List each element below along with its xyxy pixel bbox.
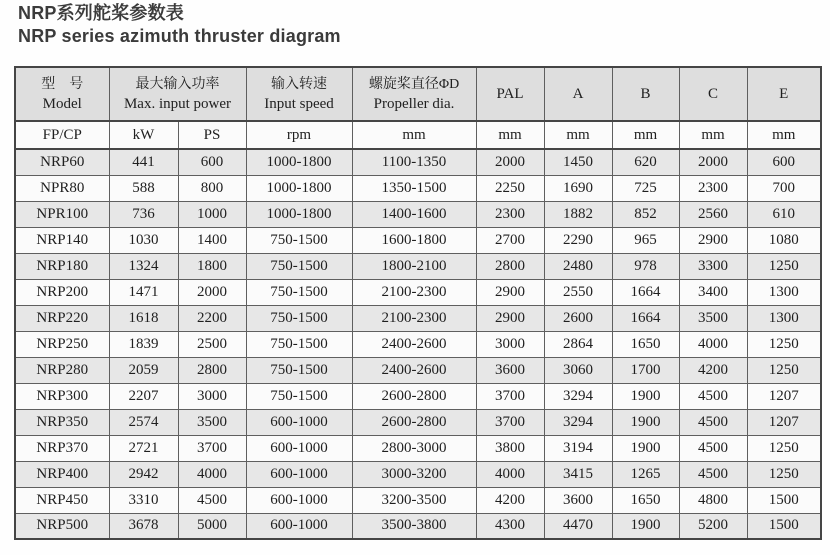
value-cell: 750-1500 <box>246 357 352 383</box>
header-input-speed-zh: 输入转速 <box>271 76 328 92</box>
value-cell: 3000-3200 <box>352 461 476 487</box>
value-cell: 4200 <box>679 357 747 383</box>
value-cell: 1000-1800 <box>246 175 352 201</box>
model-cell: NRP450 <box>15 487 109 513</box>
value-cell: 1900 <box>612 435 679 461</box>
table-row <box>15 149 821 175</box>
value-cell: 3310 <box>109 487 178 513</box>
value-cell: 3294 <box>544 383 612 409</box>
value-cell: 2574 <box>109 409 178 435</box>
value-cell: 3600 <box>476 357 544 383</box>
value-cell: 1030 <box>109 227 178 253</box>
value-cell: 3800 <box>476 435 544 461</box>
value-cell: 1500 <box>747 513 821 539</box>
table-header <box>15 67 821 149</box>
table-row <box>15 201 821 227</box>
value-cell: 3700 <box>476 409 544 435</box>
value-cell: 4000 <box>476 461 544 487</box>
value-cell: 750-1500 <box>246 305 352 331</box>
value-cell: 2550 <box>544 279 612 305</box>
value-cell: 4500 <box>679 435 747 461</box>
value-cell: 1250 <box>747 435 821 461</box>
value-cell: 4200 <box>476 487 544 513</box>
value-cell: 2500 <box>178 331 246 357</box>
value-cell: 4500 <box>679 461 747 487</box>
value-cell: 1207 <box>747 409 821 435</box>
table-row <box>15 279 821 305</box>
model-cell: NRP350 <box>15 409 109 435</box>
value-cell: 2300 <box>476 201 544 227</box>
value-cell: 725 <box>612 175 679 201</box>
header-c <box>679 67 747 121</box>
model-cell: NPR80 <box>15 175 109 201</box>
value-cell: 3000 <box>476 331 544 357</box>
value-cell: 600-1000 <box>246 513 352 539</box>
value-cell: 3000 <box>178 383 246 409</box>
header-propeller-dia-zh: 螺旋桨直径ΦD <box>368 76 460 92</box>
value-cell: 4500 <box>178 487 246 513</box>
value-cell: 2700 <box>476 227 544 253</box>
value-cell: 978 <box>612 253 679 279</box>
value-cell: 1000-1800 <box>246 149 352 175</box>
header-input-speed <box>246 67 352 121</box>
value-cell: 1000-1800 <box>246 201 352 227</box>
unit-mm: mm <box>352 121 476 149</box>
value-cell: 2250 <box>476 175 544 201</box>
value-cell: 1000 <box>178 201 246 227</box>
value-cell: 750-1500 <box>246 279 352 305</box>
value-cell: 588 <box>109 175 178 201</box>
value-cell: 1900 <box>612 409 679 435</box>
value-cell: 3200-3500 <box>352 487 476 513</box>
header-row <box>15 67 821 121</box>
value-cell: 441 <box>109 149 178 175</box>
header-b-label: B <box>640 85 651 102</box>
value-cell: 1250 <box>747 357 821 383</box>
table-row <box>15 487 821 513</box>
value-cell: 2480 <box>544 253 612 279</box>
value-cell: 2942 <box>109 461 178 487</box>
value-cell: 750-1500 <box>246 227 352 253</box>
header-propeller-dia <box>352 67 476 121</box>
table-row <box>15 175 821 201</box>
header-c-label: C <box>708 85 719 102</box>
value-cell: 1600-1800 <box>352 227 476 253</box>
value-cell: 3500-3800 <box>352 513 476 539</box>
value-cell: 3678 <box>109 513 178 539</box>
value-cell: 2721 <box>109 435 178 461</box>
header-model-en: Model <box>42 95 82 112</box>
unit-mm: mm <box>612 121 679 149</box>
table-row <box>15 383 821 409</box>
model-cell: NRP220 <box>15 305 109 331</box>
value-cell: 2800-3000 <box>352 435 476 461</box>
header-e <box>747 67 821 121</box>
value-cell: 3700 <box>178 435 246 461</box>
unit-ps: PS <box>178 121 246 149</box>
value-cell: 600 <box>178 149 246 175</box>
table-row <box>15 409 821 435</box>
value-cell: 2000 <box>178 279 246 305</box>
value-cell: 2207 <box>109 383 178 409</box>
table-row <box>15 227 821 253</box>
value-cell: 1300 <box>747 279 821 305</box>
value-cell: 1650 <box>612 487 679 513</box>
value-cell: 2100-2300 <box>352 305 476 331</box>
value-cell: 750-1500 <box>246 383 352 409</box>
value-cell: 750-1500 <box>246 331 352 357</box>
model-cell: NRP250 <box>15 331 109 357</box>
value-cell: 4000 <box>679 331 747 357</box>
value-cell: 1100-1350 <box>352 149 476 175</box>
value-cell: 600-1000 <box>246 487 352 513</box>
table-row <box>15 461 821 487</box>
value-cell: 600-1000 <box>246 435 352 461</box>
value-cell: 600-1000 <box>246 461 352 487</box>
value-cell: 1400 <box>178 227 246 253</box>
value-cell: 4470 <box>544 513 612 539</box>
unit-mm: mm <box>476 121 544 149</box>
unit-kw: kW <box>109 121 178 149</box>
model-cell: NRP370 <box>15 435 109 461</box>
table-row <box>15 357 821 383</box>
value-cell: 852 <box>612 201 679 227</box>
value-cell: 1250 <box>747 331 821 357</box>
table-row <box>15 331 821 357</box>
header-e-label: E <box>779 85 789 102</box>
value-cell: 2059 <box>109 357 178 383</box>
table-row <box>15 253 821 279</box>
unit-rpm: rpm <box>246 121 352 149</box>
value-cell: 1450 <box>544 149 612 175</box>
value-cell: 800 <box>178 175 246 201</box>
value-cell: 4500 <box>679 409 747 435</box>
value-cell: 2864 <box>544 331 612 357</box>
value-cell: 2200 <box>178 305 246 331</box>
value-cell: 736 <box>109 201 178 227</box>
value-cell: 700 <box>747 175 821 201</box>
value-cell: 5200 <box>679 513 747 539</box>
value-cell: 4500 <box>679 383 747 409</box>
title-block <box>18 2 341 48</box>
header-max-input-power <box>109 67 246 121</box>
value-cell: 4300 <box>476 513 544 539</box>
header-max-input-power-en: Max. input power <box>123 95 232 112</box>
model-cell: NRP400 <box>15 461 109 487</box>
value-cell: 3500 <box>679 305 747 331</box>
value-cell: 2400-2600 <box>352 357 476 383</box>
value-cell: 3400 <box>679 279 747 305</box>
model-cell: NRP200 <box>15 279 109 305</box>
value-cell: 1207 <box>747 383 821 409</box>
value-cell: 1900 <box>612 383 679 409</box>
unit-mm: mm <box>747 121 821 149</box>
value-cell: 2300 <box>679 175 747 201</box>
table-row <box>15 435 821 461</box>
value-cell: 1800 <box>178 253 246 279</box>
value-cell: 1882 <box>544 201 612 227</box>
value-cell: 610 <box>747 201 821 227</box>
unit-model-type: FP/CP <box>15 121 109 149</box>
thruster-parameter-table <box>14 66 822 540</box>
model-cell: NPR100 <box>15 201 109 227</box>
model-cell: NRP180 <box>15 253 109 279</box>
unit-mm: mm <box>544 121 612 149</box>
header-pal <box>476 67 544 121</box>
value-cell: 2100-2300 <box>352 279 476 305</box>
value-cell: 2400-2600 <box>352 331 476 357</box>
value-cell: 2600 <box>544 305 612 331</box>
header-pal-label: PAL <box>496 85 524 102</box>
header-input-speed-en: Input speed <box>264 95 334 112</box>
value-cell: 1400-1600 <box>352 201 476 227</box>
value-cell: 2290 <box>544 227 612 253</box>
value-cell: 620 <box>612 149 679 175</box>
value-cell: 1500 <box>747 487 821 513</box>
value-cell: 3194 <box>544 435 612 461</box>
model-cell: NRP140 <box>15 227 109 253</box>
value-cell: 3500 <box>178 409 246 435</box>
value-cell: 2900 <box>476 305 544 331</box>
value-cell: 1690 <box>544 175 612 201</box>
value-cell: 1300 <box>747 305 821 331</box>
value-cell: 2000 <box>476 149 544 175</box>
value-cell: 2000 <box>679 149 747 175</box>
page-title-zh: NRP系列舵桨参数表 <box>18 3 185 23</box>
value-cell: 3300 <box>679 253 747 279</box>
unit-mm: mm <box>679 121 747 149</box>
header-propeller-dia-en: Propeller dia. <box>373 95 455 112</box>
value-cell: 1839 <box>109 331 178 357</box>
table-row <box>15 513 821 539</box>
value-cell: 1250 <box>747 461 821 487</box>
value-cell: 2900 <box>476 279 544 305</box>
value-cell: 2800 <box>476 253 544 279</box>
value-cell: 3415 <box>544 461 612 487</box>
model-cell: NRP300 <box>15 383 109 409</box>
header-model-zh: 型 号 <box>41 76 84 92</box>
page-title-en: NRP series azimuth thruster diagram <box>18 26 341 46</box>
model-cell: NRP500 <box>15 513 109 539</box>
table-row <box>15 305 821 331</box>
value-cell: 965 <box>612 227 679 253</box>
value-cell: 2600-2800 <box>352 383 476 409</box>
value-cell: 1700 <box>612 357 679 383</box>
header-a <box>544 67 612 121</box>
units-row <box>15 121 821 149</box>
header-max-input-power-zh: 最大输入功率 <box>135 76 220 92</box>
value-cell: 1664 <box>612 279 679 305</box>
value-cell: 2560 <box>679 201 747 227</box>
model-cell: NRP280 <box>15 357 109 383</box>
value-cell: 2900 <box>679 227 747 253</box>
value-cell: 1664 <box>612 305 679 331</box>
value-cell: 4000 <box>178 461 246 487</box>
value-cell: 1471 <box>109 279 178 305</box>
value-cell: 3294 <box>544 409 612 435</box>
header-a-label: A <box>572 85 584 102</box>
header-model <box>15 67 109 121</box>
value-cell: 1080 <box>747 227 821 253</box>
value-cell: 3060 <box>544 357 612 383</box>
header-b <box>612 67 679 121</box>
value-cell: 2600-2800 <box>352 409 476 435</box>
table-body <box>15 149 821 539</box>
value-cell: 1350-1500 <box>352 175 476 201</box>
value-cell: 4800 <box>679 487 747 513</box>
value-cell: 1650 <box>612 331 679 357</box>
value-cell: 3600 <box>544 487 612 513</box>
value-cell: 5000 <box>178 513 246 539</box>
value-cell: 2800 <box>178 357 246 383</box>
value-cell: 1800-2100 <box>352 253 476 279</box>
value-cell: 1324 <box>109 253 178 279</box>
value-cell: 3700 <box>476 383 544 409</box>
value-cell: 750-1500 <box>246 253 352 279</box>
value-cell: 600 <box>747 149 821 175</box>
value-cell: 1265 <box>612 461 679 487</box>
model-cell: NRP60 <box>15 149 109 175</box>
value-cell: 1900 <box>612 513 679 539</box>
value-cell: 1250 <box>747 253 821 279</box>
value-cell: 600-1000 <box>246 409 352 435</box>
value-cell: 1618 <box>109 305 178 331</box>
